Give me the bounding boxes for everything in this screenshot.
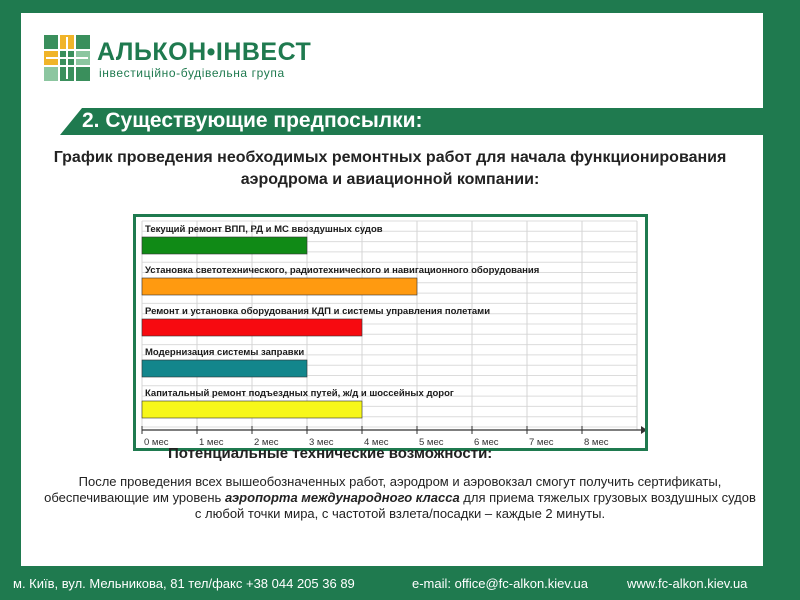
task-bar [142,360,307,377]
footer-website-link[interactable]: www.fc-alkon.kiev.ua [627,575,748,591]
task-bar [142,401,362,418]
task-bar [142,278,417,295]
potential-title: Потенциальные технические возможности: [168,445,493,462]
slide-frame-left [0,0,21,566]
x-tick-label: 1 мес [199,437,224,448]
summary-paragraph [40,474,760,522]
chart-subtitle: График проведения необходимых ремонтных работ для начала функционирования аэродрома и авиационной компании: [53,149,727,188]
x-tick-label: 2 мес [254,437,279,448]
task-label: Текущий ремонт ВПП, РД и МС ввоздушных судов [145,224,383,235]
footer-address: м. Київ, вул. Мельникова, 81 тел/факс +38 044 205 36 89 [13,575,355,591]
company-logo-icon [42,33,92,83]
paragraph-text-before: После проведения всех вышеобозначенных работ, аэродром и аэровокзал смогут получить сертификаты, обеспечивающие им уровень [44,474,722,505]
slide-frame-right [763,0,800,566]
paragraph-emphasis: аэропорта международного класса [224,490,460,505]
x-tick-label: 3 мес [309,437,334,448]
footer-bar [0,566,800,600]
brand-name: АЛЬКОН•ІНВЕСТ [97,38,312,66]
task-bar [142,319,362,336]
task-label: Капитальный ремонт подъездных путей, ж/д и шоссейных дорог [145,388,454,399]
x-tick-label: 7 мес [529,437,554,448]
task-label: Установка светотехнического, радиотехнического и навигационного оборудования [145,265,540,276]
task-label: Ремонт и установка оборудования КДП и системы управления полетами [145,306,491,317]
task-bar [142,237,307,254]
footer-email-link[interactable]: e-mail: office@fc-alkon.kiev.ua [412,575,589,591]
x-tick-label: 0 мес [144,437,169,448]
x-tick-label: 8 мес [584,437,609,448]
x-tick-label: 4 мес [364,437,389,448]
gantt-chart [133,214,648,451]
task-label: Модернизация системы заправки [145,347,305,358]
section-heading: 2. Существующие предпосылки: [82,109,423,132]
brand-subtitle: інвестиційно-будівельна група [99,66,285,80]
slide-frame-top [0,0,800,13]
x-tick-label: 6 мес [474,437,499,448]
gantt-chart-canvas [136,217,645,448]
x-axis-arrow [641,426,645,434]
paragraph-text-after: для приема тяжелых грузовых воздушных судов с любой точки мира, с частотой взлета/посадки – каждые 2 минуты. [194,490,756,521]
x-tick-label: 5 мес [419,437,444,448]
